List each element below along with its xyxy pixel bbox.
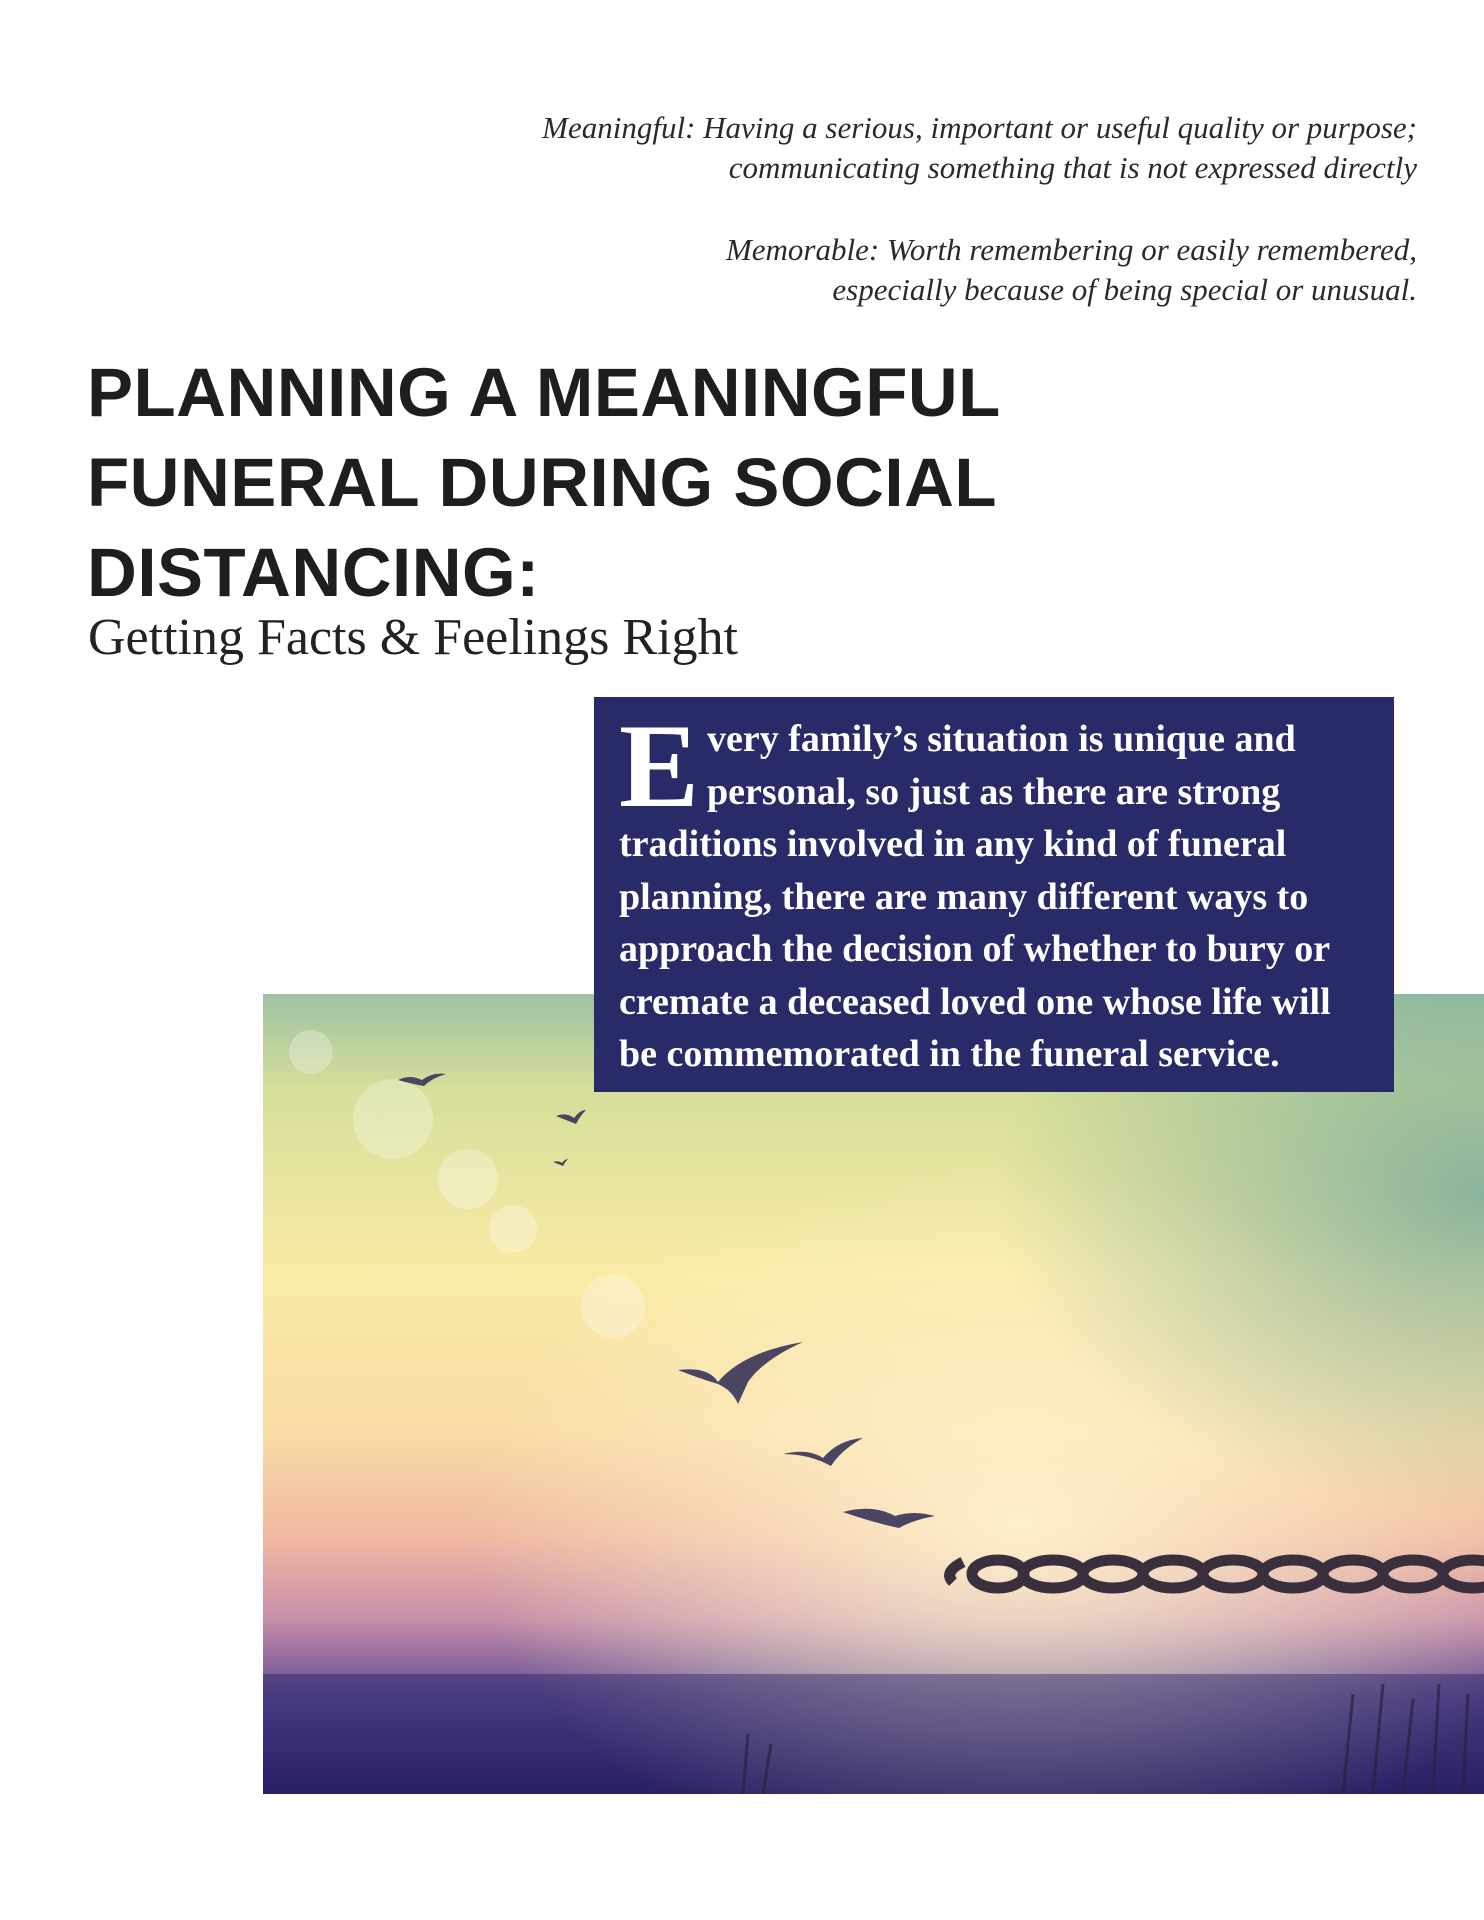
- callout-line: cremate a deceased loved one whose life will: [619, 980, 1331, 1023]
- definition-line: especially because of being special or unusual.: [832, 272, 1417, 307]
- definition-line: communicating something that is not expressed directly: [728, 150, 1417, 185]
- callout-line: personal, so just as there are strong: [707, 770, 1281, 813]
- definition-memorable: [417, 230, 1417, 310]
- definition-meaningful: [417, 108, 1417, 188]
- callout-line: be commemorated in the funeral service.: [619, 1033, 1280, 1075]
- sunset-birds-chain-photo: [263, 994, 1484, 1794]
- callout-line: very family’s situation is unique and: [707, 718, 1296, 760]
- intro-callout: [594, 697, 1394, 1092]
- title-line: FUNERAL DURING SOCIAL: [87, 444, 998, 521]
- page-subtitle: Getting Facts & Feelings Right: [88, 609, 738, 666]
- title-line: PLANNING A MEANINGFUL: [87, 354, 1001, 431]
- callout-line: traditions involved in any kind of funeral: [619, 823, 1287, 865]
- title-line: DISTANCING:: [87, 534, 540, 611]
- definition-line: Meaningful: Having a serious, important or useful quality or purpose;: [542, 110, 1417, 145]
- callout-line: planning, there are many different ways to: [619, 875, 1309, 918]
- callout-line: approach the decision of whether to bury or: [619, 928, 1331, 970]
- definition-line: Memorable: Worth remembering or easily remembered,: [725, 232, 1417, 267]
- page-title: [87, 348, 1187, 618]
- definitions: [417, 108, 1417, 352]
- drop-cap: E: [619, 699, 700, 832]
